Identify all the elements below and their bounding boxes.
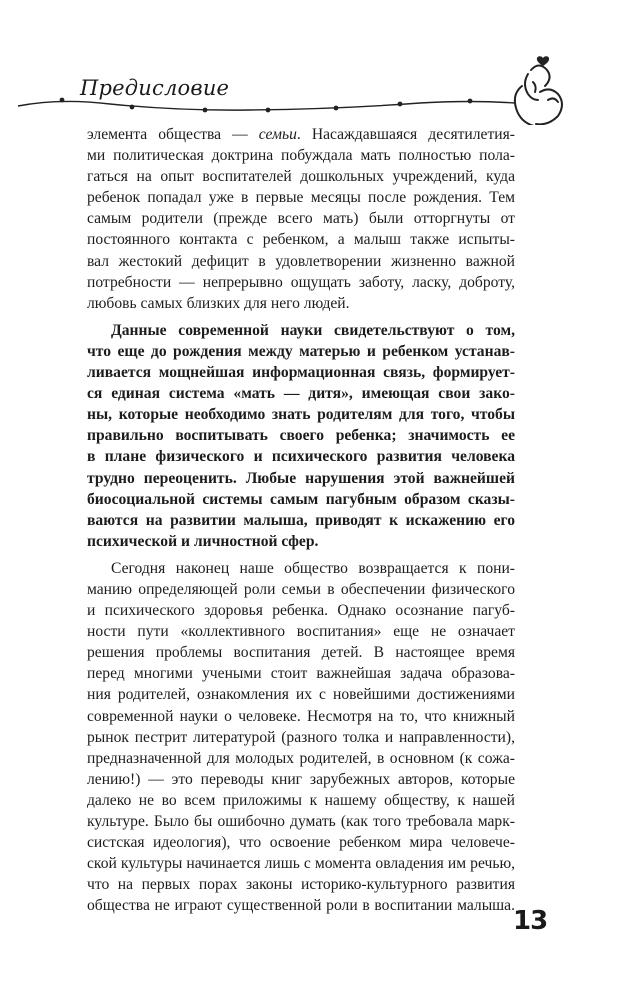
body-text: [87, 124, 515, 916]
text-line: вал жестокий дефицит в удовлетворении жизненно важной: [87, 252, 515, 270]
text-line: предназначенной для молодых родителей, в основном (к сожа-: [87, 749, 515, 767]
text-line: элемента общества — семьи. Насаждавшаяся десятилетия-: [87, 126, 515, 143]
text-line: ности пути «коллективного воспитания» еще не означает: [87, 623, 515, 641]
text-line: любовь самых близких для него людей.: [87, 294, 350, 312]
text-line: гаться на опыт воспитателей дошкольных учреждений, куда: [87, 168, 515, 186]
text-line: самым родители (прежде всего мать) были отторгнуты от: [87, 210, 515, 228]
page-number: 13: [513, 906, 548, 936]
text-line: Сегодня наконец наше общество возвращается к пони-: [111, 559, 515, 577]
text-line: далеко не во всем приложимы к нашему обществу, к нашей: [87, 791, 515, 809]
header-rule: [0, 0, 619, 125]
text-line: лению!) — это переводы книг зарубежных авторов, которые: [87, 770, 515, 788]
paragraph-1: [87, 124, 515, 314]
paragraph-2: [87, 320, 515, 552]
mother-child-heart-icon: [515, 66, 562, 126]
text-line: манию определяющей роли семьи в обеспечении физического: [87, 580, 515, 598]
text-line: ливается мощнейшая информационная связь, формирует-: [87, 364, 515, 382]
text-line: решения проблемы воспитания детей. В настоящее время: [87, 644, 515, 662]
text-line: ваются на развитии малыша, приводят к искажению его: [87, 511, 515, 529]
text-line: ния родителей, ознакомления их с новейшими достижениями: [87, 686, 515, 704]
text-line: ской культуры начинается лишь с момента овладения им речью,: [87, 855, 515, 873]
text-line: перед многими учеными стоит важнейшая задача образова-: [87, 665, 515, 683]
emphasis-word: семьи: [258, 126, 297, 143]
text-line: в плане физического и психического развития человека: [87, 448, 515, 466]
text-line: трудно переоценить. Любые нарушения этой важнейшей: [87, 469, 515, 487]
text-line: что на первых порах законы историко-культурного развития: [87, 876, 515, 894]
text-line: что еще до рождения между матерью и ребенком устанав-: [87, 342, 515, 360]
text-line: рынок пестрит литературой (разного толка и направленности),: [87, 728, 515, 746]
text-line: и психического здоровья ребенка. Однако осознание пагуб-: [87, 602, 515, 620]
text-line: биосоциальной системы самым пагубным образом сказы-: [87, 490, 515, 508]
page-header: [0, 0, 619, 120]
running-title: Предисловие: [80, 76, 230, 100]
text-line: постоянного контакта с ребенком, а малыш также испыты-: [87, 231, 515, 249]
text-line: Данные современной науки свидетельствуют о том,: [111, 321, 515, 339]
paragraph-3: [87, 558, 515, 917]
text-line: современной науки о человеке. Несмотря на то, что книжный: [87, 707, 515, 725]
text-line: ся единая система «мать — дитя», имеющая свои зако-: [87, 385, 515, 403]
text-line: психической и личностной сфер.: [87, 532, 319, 550]
text-line: общества не играют существенной роли в воспитании малыша.: [87, 897, 515, 915]
text-line: систская идеология), что освоение ребенком мира человече-: [87, 834, 515, 852]
text-line: потребности — непрерывно ощущать заботу, ласку, доброту,: [87, 273, 515, 291]
text-line: правильно воспитывать своего ребенка; значимость ее: [87, 427, 515, 445]
text-line: культуре. Было бы ошибочно думать (как того требовала марк-: [87, 813, 515, 830]
text-line: ны, которые необходимо знать родителям для того, чтобы: [87, 406, 515, 424]
text-line: ми политическая доктрина побуждала мать полностью пола-: [87, 147, 515, 165]
text-line: ребенок попадал уже в первые месяцы после рождения. Тем: [87, 189, 515, 207]
